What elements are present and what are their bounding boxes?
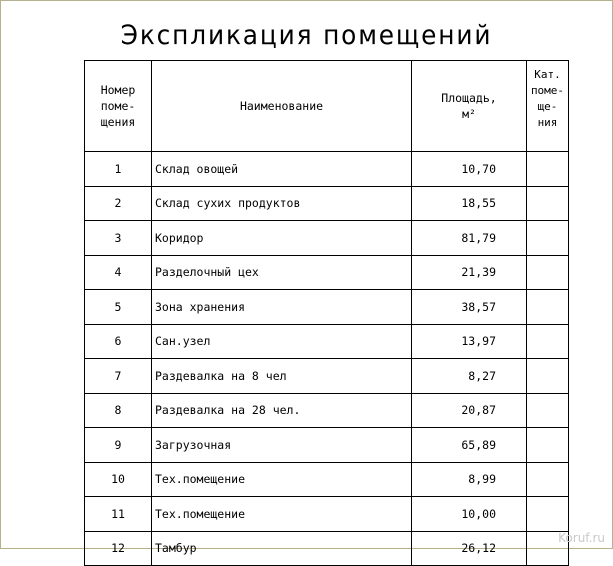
room-name-cell: Разделочный цех	[152, 255, 412, 290]
header-category-label: Кат. поме- ще- ния	[530, 68, 565, 129]
room-area-cell: 8,99	[412, 462, 527, 497]
room-number-cell: 3	[85, 221, 152, 256]
room-category-cell	[527, 359, 569, 394]
room-category-cell	[527, 186, 569, 221]
room-number-cell: 11	[85, 497, 152, 532]
header-name-label: Наименование	[239, 99, 324, 113]
room-number-cell: 2	[85, 186, 152, 221]
room-area-cell: 21,39	[412, 255, 527, 290]
table-row	[85, 186, 569, 221]
room-area-cell: 10,00	[412, 497, 527, 532]
room-number-cell: 4	[85, 255, 152, 290]
room-category-cell	[527, 428, 569, 463]
header-area	[412, 61, 527, 152]
room-area-cell: 10,70	[412, 152, 527, 187]
room-number-cell: 1	[85, 152, 152, 187]
room-area-cell: 65,89	[412, 428, 527, 463]
room-name-cell: Раздевалка на 28 чел.	[152, 393, 412, 428]
room-number-cell: 12	[85, 531, 152, 566]
header-category	[527, 61, 569, 152]
room-number-cell: 10	[85, 462, 152, 497]
room-name-cell: Зона хранения	[152, 290, 412, 325]
table-row	[85, 359, 569, 394]
room-category-cell	[527, 497, 569, 532]
table-row	[85, 221, 569, 256]
room-number-cell: 8	[85, 393, 152, 428]
room-name-cell: Тех.помещение	[152, 497, 412, 532]
table-row	[85, 324, 569, 359]
room-number-cell: 6	[85, 324, 152, 359]
table-row	[85, 462, 569, 497]
table-row	[85, 531, 569, 566]
room-name-cell: Тех.помещение	[152, 462, 412, 497]
room-number-cell: 7	[85, 359, 152, 394]
room-area-cell: 38,57	[412, 290, 527, 325]
room-area-cell: 81,79	[412, 221, 527, 256]
room-area-cell: 13,97	[412, 324, 527, 359]
room-category-cell	[527, 324, 569, 359]
table-row	[85, 428, 569, 463]
room-category-cell	[527, 290, 569, 325]
room-area-cell: 18,55	[412, 186, 527, 221]
table-row	[85, 152, 569, 187]
watermark: Koruf.ru	[558, 531, 605, 545]
header-number-label: Номер поме- щения	[100, 83, 136, 129]
room-name-cell: Тамбур	[152, 531, 412, 566]
header-name	[152, 61, 412, 152]
room-area-cell: 20,87	[412, 393, 527, 428]
room-number-cell: 5	[85, 290, 152, 325]
room-name-cell: Загрузочная	[152, 428, 412, 463]
header-number	[85, 61, 152, 152]
room-category-cell	[527, 393, 569, 428]
room-name-cell: Склад овощей	[152, 152, 412, 187]
room-name-cell: Коридор	[152, 221, 412, 256]
table-row	[85, 497, 569, 532]
rooms-table	[84, 60, 569, 566]
room-name-cell: Склад сухих продуктов	[152, 186, 412, 221]
room-name-cell: Сан.узел	[152, 324, 412, 359]
room-category-cell	[527, 462, 569, 497]
table-row	[85, 290, 569, 325]
room-name-cell: Раздевалка на 8 чел	[152, 359, 412, 394]
table-header-row	[85, 61, 569, 152]
room-area-cell: 8,27	[412, 359, 527, 394]
room-number-cell: 9	[85, 428, 152, 463]
header-area-label: Площадь, м²	[441, 91, 497, 121]
room-category-cell	[527, 255, 569, 290]
table-row	[85, 255, 569, 290]
table-row	[85, 393, 569, 428]
room-area-cell: 26,12	[412, 531, 527, 566]
document-title: Экспликация помещений	[120, 20, 493, 51]
room-category-cell	[527, 152, 569, 187]
room-category-cell	[527, 221, 569, 256]
